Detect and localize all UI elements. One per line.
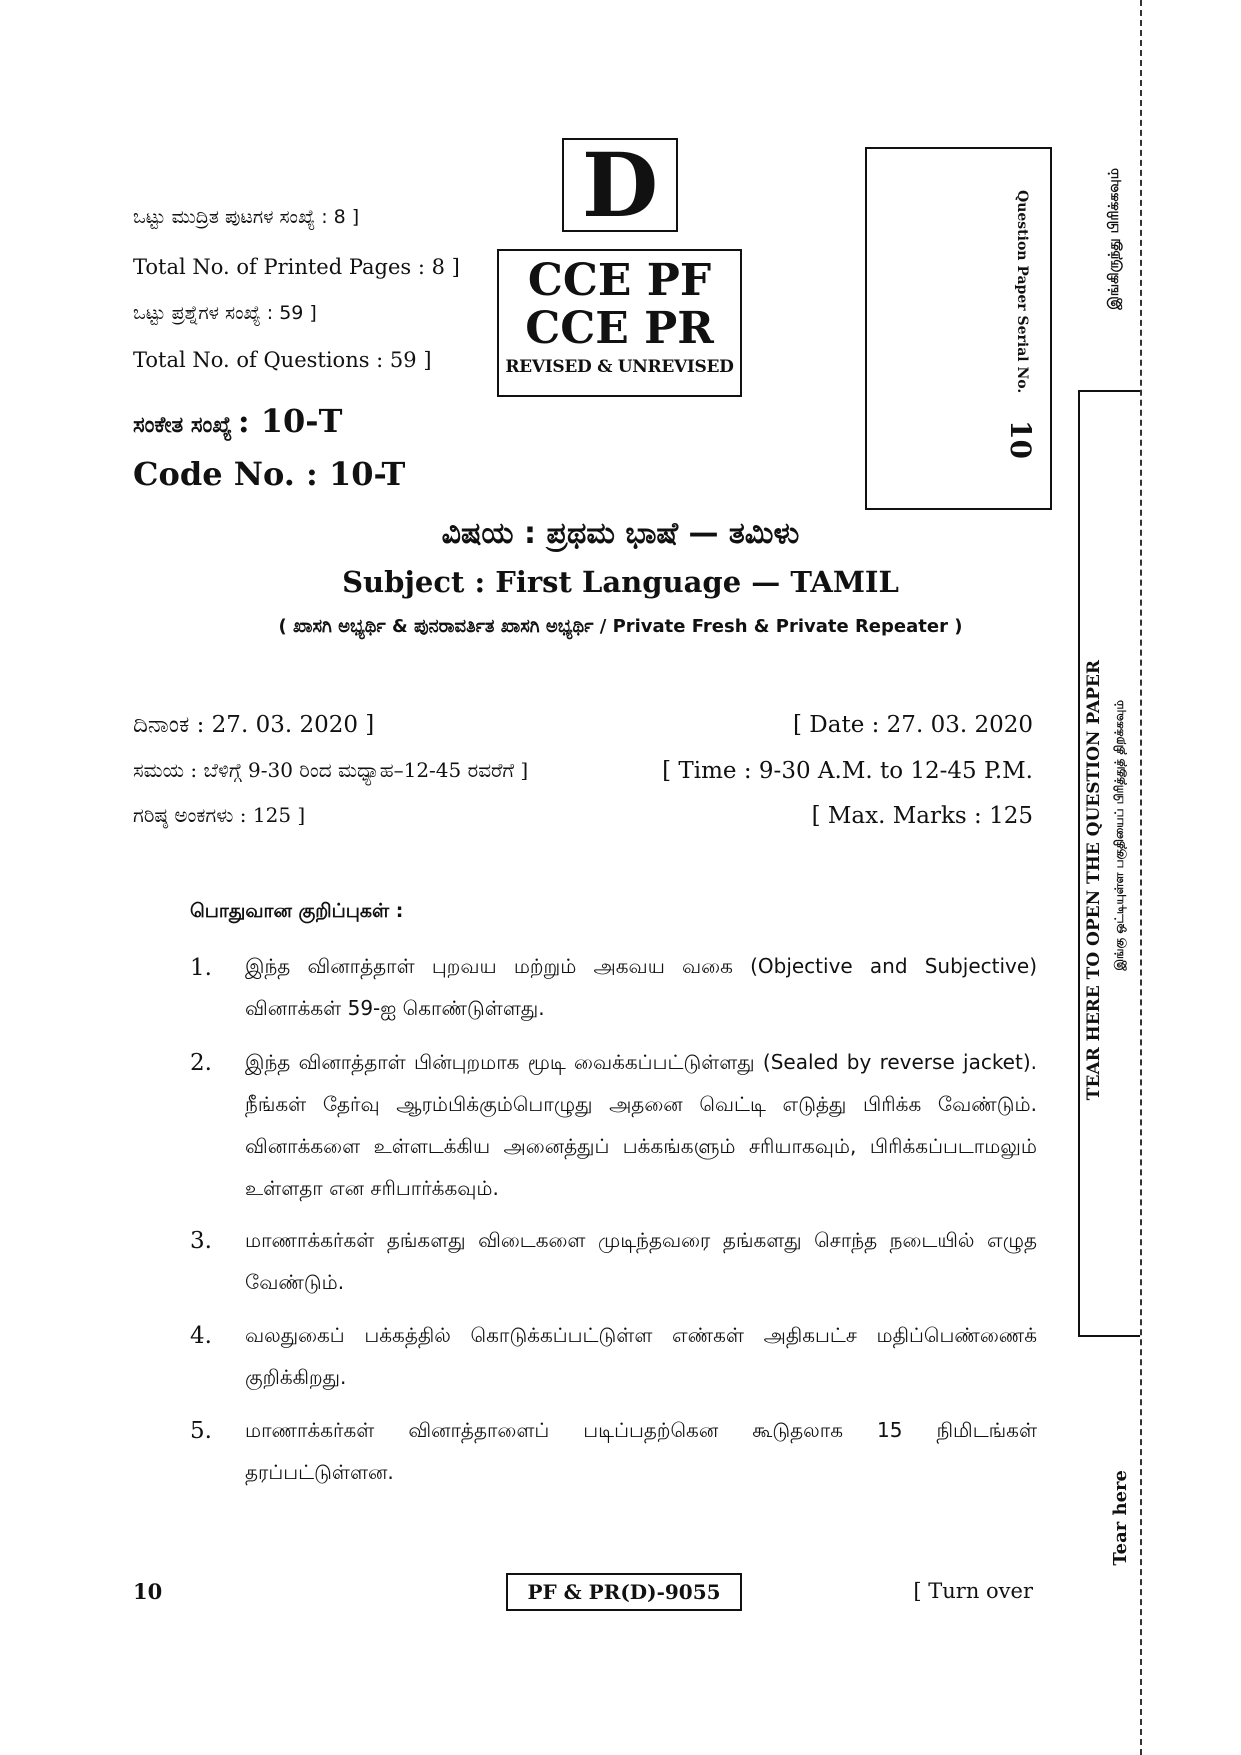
instruction-number: 3. [190,1228,212,1254]
max-marks-kannada: ಗರಿಷ್ಠ ಅಂಕಗಳು : 125 ] [133,803,306,827]
page-number: 10 [133,1579,163,1604]
tear-open-english: TEAR HERE TO OPEN THE QUESTION PAPER [1084,660,1104,1101]
instruction-number: 5. [190,1418,212,1444]
instruction-item: இந்த வினாத்தாள் புறவய மற்றும் அகவய வகை (Objective and Subjective) வினாக்கள் 59-ஐ கொண்டுள்ளது. [245,954,1037,1020]
turn-over: [ Turn over [913,1579,1033,1603]
subject-kannada: ವಿಷಯ : ಪ್ರಥಮ ಭಾಷೆ — ತಮಿಳು [441,516,800,551]
course-line-2: CCE PR [525,303,714,354]
instructions-heading: பொதுவான குறிப்புகள் : [190,900,404,922]
tear-line [1140,0,1142,1755]
instruction-number: 4. [190,1323,212,1349]
serial-number-label: Question Paper Serial No. [1014,190,1030,394]
instruction-item: மாணாக்கர்கள் தங்களது விடைகளை முடிந்தவரை தங்களது சொந்த நடையில் எழுத வேண்டும். [245,1228,1037,1294]
instruction-item: வலதுகைப் பக்கத்தில் கொடுக்கப்பட்டுள்ள எண்கள் அதிகபட்ச மதிப்பெண்ணைக் குறிக்கிறது. [245,1323,1037,1389]
instruction-item: இந்த வினாத்தாள் பின்புறமாக மூடி வைக்கப்பட்டுள்ளது (Sealed by reverse jacket). நீங்கள் தேர்வு ஆரம்பிக்கும்பொழுது அதனை வெட்டி எடுத்து பிரிக்க வேண்டும். வினாக்களை உள்ளடக்கிய அனைத்துப் பக்கங்களும் சரியாகவும், பிரிக்கப்படாமலும் உள்ளதா என சரிபார்க்கவும். [245,1050,1037,1200]
code-number-english: Code No. : 10-T [133,455,406,493]
instruction-number: 2. [190,1050,212,1076]
tear-here-label: Tear here [1110,1470,1131,1566]
version-letter: D [581,133,659,237]
subject-english: Subject : First Language — TAMIL [342,565,899,599]
total-questions-kannada: ಒಟ್ಟು ಪ್ರಶ್ನೆಗಳ ಸಂಖ್ಯೆ : 59 ] [133,302,317,324]
candidate-type: ( ಖಾಸಗಿ ಅಭ್ಯರ್ಥಿ & ಪುನರಾವರ್ತಿತ ಖಾಸಗಿ ಅಭ್ಯರ್ಥಿ / Private Fresh & Private Repeater ) [278,616,963,637]
tear-open-tamil: இங்கு ஒட்டியுள்ள பகுதியைப் பிரித்துத் திறக்கவும் [1112,700,1126,971]
date-kannada: ದಿನಾಂಕ : 27. 03. 2020 ] [133,712,375,738]
code-number-kannada: ಸಂಕೇತ ಸಂಖ್ಯೆ : 10-T [133,402,343,440]
course-note: REVISED & UNREVISED [505,357,734,377]
date-english: [ Date : 27. 03. 2020 [793,712,1033,738]
paper-code: PF & PR(D)-9055 [506,1573,742,1611]
tear-section-bottom-rule [1078,1335,1140,1337]
tear-instruction-tamil-top: இங்கிருந்து பிரிக்கவும் [1106,168,1122,310]
time-english: [ Time : 9-30 A.M. to 12-45 P.M. [662,758,1033,784]
tear-section-border [1078,390,1080,1335]
total-pages-kannada: ಒಟ್ಟು ಮುದ್ರಿತ ಪುಟಗಳ ಸಂಖ್ಯೆ : 8 ] [133,206,360,228]
total-questions-english: Total No. of Questions : 59 ] [133,348,432,372]
course-box [497,249,742,397]
paper-version-box [562,133,678,237]
course-line-1: CCE PF [527,255,712,306]
time-kannada: ಸಮಯ : ಬೆಳಿಗ್ಗೆ 9-30 ರಿಂದ ಮಧ್ಯಾಹ–12-45 ರವರೆಗೆ ] [133,758,529,782]
total-pages-english: Total No. of Printed Pages : 8 ] [133,255,460,279]
max-marks-english: [ Max. Marks : 125 [811,803,1033,829]
tear-section-top-rule [1078,390,1140,392]
instruction-number: 1. [190,955,212,981]
instruction-item: மாணாக்கர்கள் வினாத்தாளைப் படிப்பதற்கென கூடுதலாக 15 நிமிடங்கள் தரப்பட்டுள்ளன. [245,1418,1037,1484]
serial-number-value: 10 [1004,420,1037,459]
